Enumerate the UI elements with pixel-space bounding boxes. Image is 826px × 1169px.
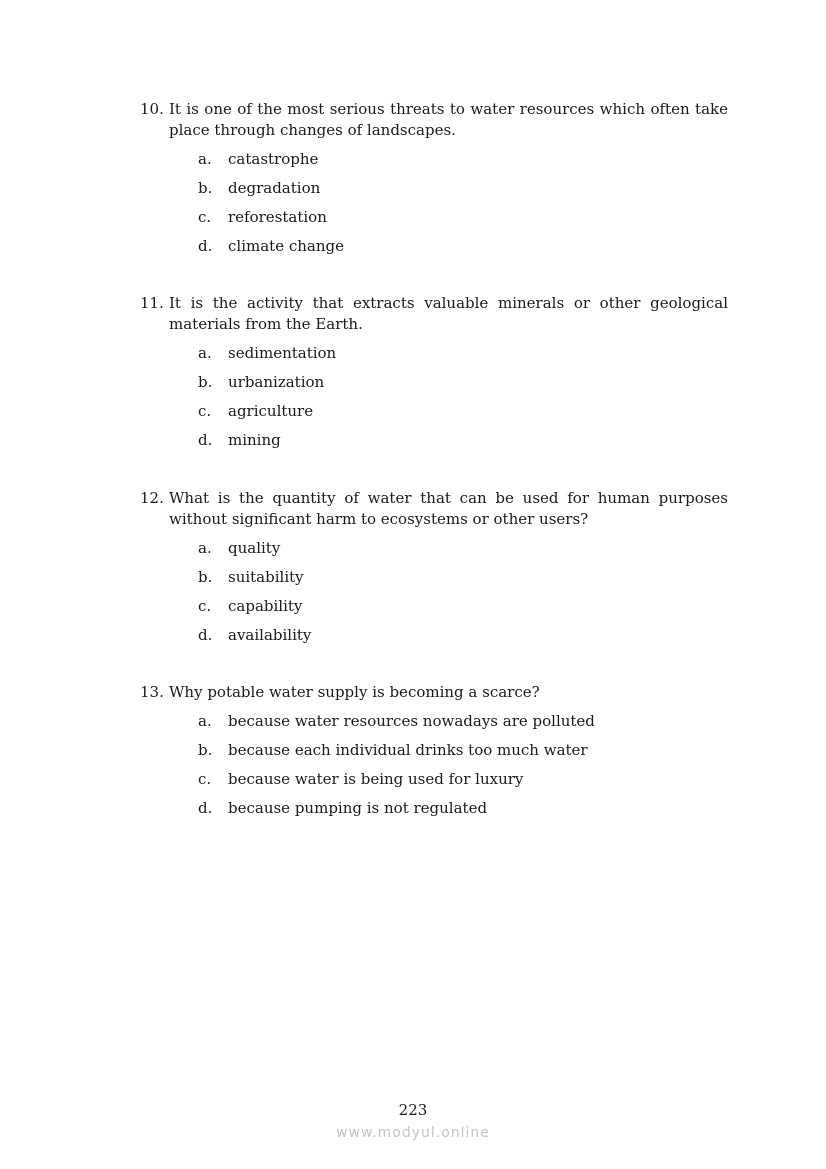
option-letter: c. — [198, 770, 212, 788]
option-letter: a. — [198, 150, 212, 168]
option-c — [140, 206, 728, 235]
option-text: suitability — [228, 568, 304, 586]
option-text: capability — [228, 597, 303, 615]
option-b — [140, 177, 728, 206]
option-text: because pumping is not regulated — [228, 799, 488, 817]
option-letter: b. — [198, 741, 213, 759]
option-text: because water is being used for luxury — [228, 770, 524, 788]
option-letter: b. — [198, 568, 213, 586]
option-a — [140, 537, 728, 566]
question-11 — [140, 293, 728, 458]
question-number: 11. — [140, 294, 164, 312]
option-text: because water resources nowadays are polluted — [228, 712, 595, 730]
question-number: 10. — [140, 100, 164, 118]
options-list — [140, 148, 728, 264]
option-d — [140, 797, 728, 826]
option-text: catastrophe — [228, 150, 319, 168]
option-d — [140, 235, 728, 264]
option-d — [140, 624, 728, 653]
question-stem — [140, 293, 728, 335]
option-text: sedimentation — [228, 344, 337, 362]
option-b — [140, 739, 728, 768]
page-number: 223 — [398, 1101, 428, 1119]
question-10 — [140, 99, 728, 264]
option-text: degradation — [228, 179, 321, 197]
option-text: because each individual drinks too much water — [228, 741, 588, 759]
option-text: quality — [228, 539, 281, 557]
option-a — [140, 342, 728, 371]
question-text: It is the activity that extracts valuable minerals or other geological materials from the Earth. — [169, 294, 728, 333]
question-13 — [140, 682, 728, 826]
option-letter: a. — [198, 344, 212, 362]
option-b — [140, 371, 728, 400]
option-text: urbanization — [228, 373, 325, 391]
option-letter: b. — [198, 373, 213, 391]
question-number: 12. — [140, 489, 164, 507]
question-text: What is the quantity of water that can be used for human purposes without significant harm to ecosystems or other users? — [169, 489, 728, 528]
option-letter: a. — [198, 712, 212, 730]
watermark: www.modyul.online — [336, 1125, 490, 1141]
option-letter: c. — [198, 402, 212, 420]
option-letter: d. — [198, 431, 213, 449]
option-c — [140, 768, 728, 797]
question-stem — [140, 488, 728, 530]
question-text: Why potable water supply is becoming a scarce? — [169, 683, 540, 701]
options-list — [140, 710, 728, 826]
option-text: reforestation — [228, 208, 327, 226]
option-letter: a. — [198, 539, 212, 557]
option-text: agriculture — [228, 402, 314, 420]
option-c — [140, 400, 728, 429]
option-letter: d. — [198, 626, 213, 644]
option-b — [140, 566, 728, 595]
option-c — [140, 595, 728, 624]
option-text: mining — [228, 431, 281, 449]
option-a — [140, 148, 728, 177]
option-letter: d. — [198, 799, 213, 817]
option-letter: c. — [198, 597, 212, 615]
option-d — [140, 429, 728, 458]
option-text: climate change — [228, 237, 344, 255]
question-12 — [140, 488, 728, 653]
question-number: 13. — [140, 683, 164, 701]
question-text: It is one of the most serious threats to water resources which often take place through changes of landscapes. — [169, 100, 728, 139]
option-a — [140, 710, 728, 739]
options-list — [140, 342, 728, 458]
question-stem — [140, 99, 728, 141]
question-stem — [140, 682, 728, 703]
option-letter: c. — [198, 208, 212, 226]
option-letter: b. — [198, 179, 213, 197]
options-list — [140, 537, 728, 653]
option-text: availability — [228, 626, 312, 644]
option-letter: d. — [198, 237, 213, 255]
